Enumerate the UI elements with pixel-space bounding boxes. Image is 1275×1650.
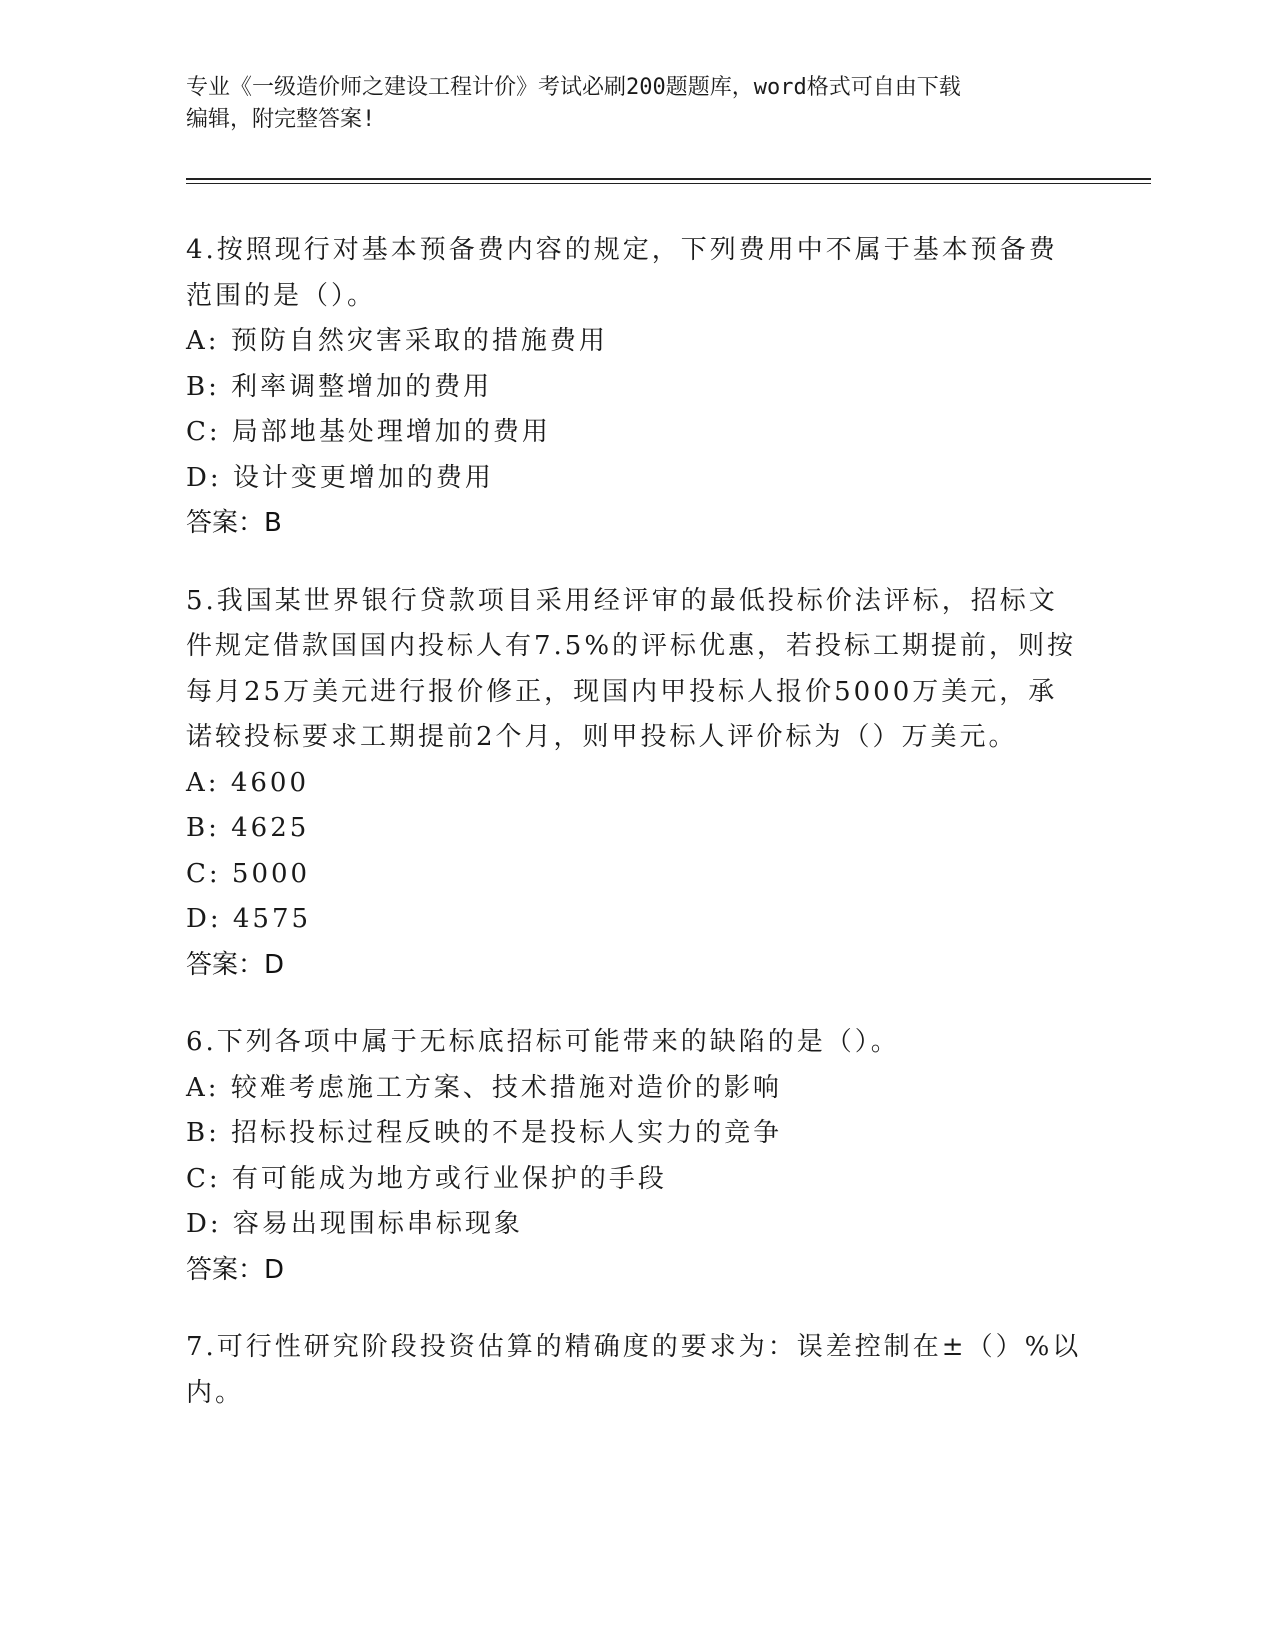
question-6 — [186, 1020, 1086, 1293]
answer-label: 答案：D — [186, 949, 285, 980]
question-7 — [186, 1325, 1086, 1416]
option-key: C: — [186, 1163, 221, 1194]
option-key: A: — [186, 326, 220, 356]
option-d — [186, 1202, 1086, 1248]
question-text-line: 6.下列各项中属于无标底招标可能带来的缺陷的是（）。 — [186, 1027, 900, 1057]
option-key: B: — [186, 371, 220, 402]
question-list — [186, 228, 1086, 1448]
question-text-line: 范围的是（）。 — [186, 280, 377, 311]
question-text-line: 件规定借款国国内投标人有7.5%的评标优惠，若投标工期提前，则按 — [186, 631, 1077, 661]
option-key: C: — [186, 858, 221, 889]
document-page — [186, 0, 1146, 1650]
header-line-2: 编辑，附完整答案! — [186, 107, 376, 132]
option-key: B: — [186, 813, 220, 843]
option-text: 4600 — [230, 767, 309, 798]
page-header — [186, 72, 1066, 136]
option-text: 较难考虑施工方案、技术措施对造价的影响 — [230, 1072, 782, 1103]
question-text-line: 5.我国某世界银行贷款项目采用经评审的最低投标价法评标，招标文 — [186, 585, 1058, 616]
option-text: 有可能成为地方或行业保护的手段 — [231, 1163, 667, 1194]
header-divider-thin — [186, 183, 1151, 184]
header-divider — [186, 178, 1151, 180]
question-text-line: 内。 — [186, 1377, 245, 1408]
option-c — [186, 852, 1086, 898]
option-b — [186, 1111, 1086, 1157]
option-text: 5000 — [231, 858, 311, 889]
option-key: B: — [186, 1118, 220, 1148]
option-text: 4575 — [232, 904, 312, 934]
option-a — [186, 319, 1086, 365]
option-a — [186, 761, 1086, 807]
question-text-line: 7.可行性研究阶段投资估算的精确度的要求为：误差控制在±（）%以 — [186, 1332, 1082, 1362]
option-text: 预防自然灾害采取的措施费用 — [230, 326, 608, 356]
option-d — [186, 897, 1086, 943]
option-c — [186, 410, 1086, 456]
answer-label: 答案：B — [186, 508, 282, 538]
option-b — [186, 365, 1086, 411]
option-key: A: — [186, 1072, 220, 1103]
answer-label: 答案：D — [186, 1254, 285, 1285]
option-key: D: — [186, 1209, 222, 1239]
option-a — [186, 1066, 1086, 1112]
question-5 — [186, 579, 1086, 989]
option-key: C: — [186, 417, 221, 447]
option-text: 设计变更增加的费用 — [232, 462, 494, 493]
question-text-line: 每月25万美元进行报价修正，现国内甲投标人报价5000万美元，承 — [186, 676, 1058, 707]
question-text-line: 诺较投标要求工期提前2个月，则甲投标人评价标为（）万美元。 — [186, 722, 1018, 752]
option-d — [186, 456, 1086, 502]
option-text: 利率调整增加的费用 — [231, 371, 493, 402]
option-text: 4625 — [231, 813, 310, 843]
question-text-line: 4.按照现行对基本预备费内容的规定，下列费用中不属于基本预备费 — [186, 235, 1058, 265]
question-4 — [186, 228, 1086, 547]
option-b — [186, 806, 1086, 852]
option-c — [186, 1157, 1086, 1203]
option-key: D: — [186, 904, 222, 934]
option-text: 招标投标过程反映的不是投标人实力的竞争 — [231, 1118, 783, 1148]
option-text: 容易出现围标串标现象 — [232, 1209, 523, 1239]
header-line-1: 专业《一级造价师之建设工程计价》考试必刷200题题库，word格式可自由下载 — [186, 75, 961, 100]
option-key: D: — [186, 462, 222, 493]
option-text: 局部地基处理增加的费用 — [231, 417, 551, 447]
option-key: A: — [186, 767, 220, 798]
